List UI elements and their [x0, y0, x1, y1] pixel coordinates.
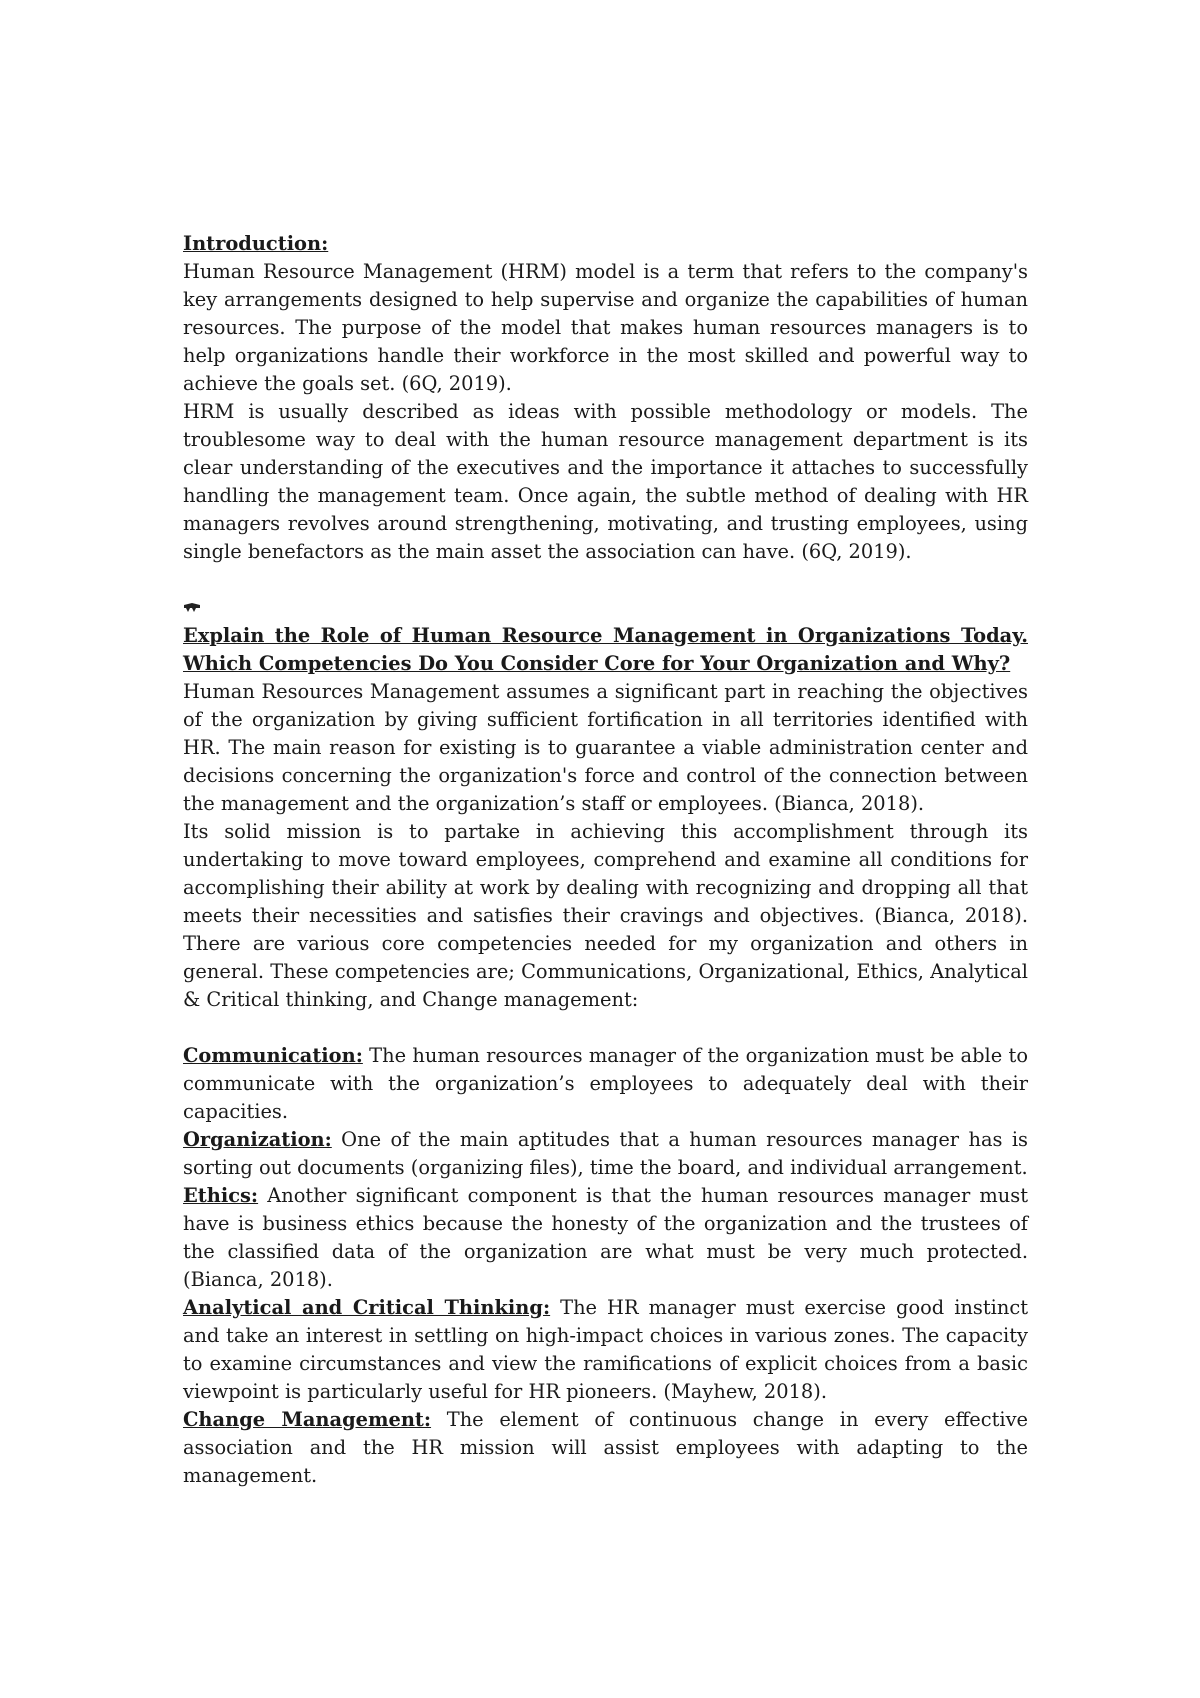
role-paragraph-2: Its solid mission is to partake in achieving this accomplishment through its undertaking to move toward employees, comprehend and examine all conditions for accomplishing their ability at work by dealing with recognizing and dropping all that meets their necessities and satisfies their cravings and objectives. (Bianca, 2018). There are various core competencies needed for my organization and others in general. These competencies are; Communications, Organizational, Ethics, Analytical & Critical thinking, and Change management:	[183, 820, 1028, 1011]
competency-text: One of the main aptitudes that a human resources manager has is sorting out documents (organizing files), time the board, and individual arrangement.	[183, 1128, 1028, 1179]
competency-term: Change Management:	[183, 1408, 432, 1431]
competency-communication	[183, 1042, 1028, 1126]
intro-paragraph-2: HRM is usually described as ideas with possible methodology or models. The troublesome way to deal with the human resource management department is its clear understanding of the executives and the importance it attaches to successfully handling the management team. Once again, the subtle method of dealing with HR managers revolves around strengthening, motivating, and trusting employees, using single benefactors as the main asset the association can have. (6Q, 2019).	[183, 400, 1028, 563]
competency-term: Ethics:	[183, 1184, 259, 1207]
competency-text: The HR manager must exercise good instinct and take an interest in settling on high-impact choices in various zones. The capacity to examine circumstances and view the ramifications of explicit choices from a basic viewpoint is particularly useful for HR pioneers. (Mayhew, 2018).	[183, 1296, 1029, 1403]
competency-term: Organization:	[183, 1128, 332, 1151]
intro-heading: Introduction:	[183, 232, 329, 255]
blank-line	[183, 566, 1028, 594]
bookmark-icon	[183, 594, 203, 622]
competency-text: The human resources manager of the organization must be able to communicate with the organization’s employees to adequately deal with their capacities.	[183, 1044, 1028, 1123]
competency-ethics	[183, 1182, 1028, 1294]
role-paragraph-1: Human Resources Management assumes a significant part in reaching the objectives of the organization by giving sufficient fortification in all territories identified with HR. The main reason for existing is to guarantee a viable administration center and decisions concerning the organization's force and control of the connection between the management and the organization’s staff or employees. (Bianca, 2018).	[183, 680, 1028, 815]
competency-organization	[183, 1126, 1028, 1182]
competency-analytical	[183, 1294, 1028, 1406]
document-page	[183, 230, 1028, 1490]
blank-line	[183, 1014, 1028, 1042]
competency-term: Communication:	[183, 1044, 363, 1067]
section-title: Explain the Role of Human Resource Management in Organizations Today. Which Competencies Do You Consider Core for Your Organization and Why?	[183, 624, 1028, 675]
competency-text: The element of continuous change in every effective association and the HR mission will assist employees with adapting to the management.	[183, 1408, 1028, 1487]
competency-change-management	[183, 1406, 1028, 1490]
competency-term: Analytical and Critical Thinking:	[183, 1296, 551, 1319]
competency-text: Another significant component is that the human resources manager must have is business ethics because the honesty of the organization and the trustees of the classified data of the organization are what must be very much protected. (Bianca, 2018).	[183, 1184, 1028, 1291]
intro-paragraph-1: Human Resource Management (HRM) model is a term that refers to the company's key arrangements designed to help supervise and organize the capabilities of human resources. The purpose of the model that makes human resources managers is to help organizations handle their workforce in the most skilled and powerful way to achieve the goals set. (6Q, 2019).	[183, 260, 1028, 395]
